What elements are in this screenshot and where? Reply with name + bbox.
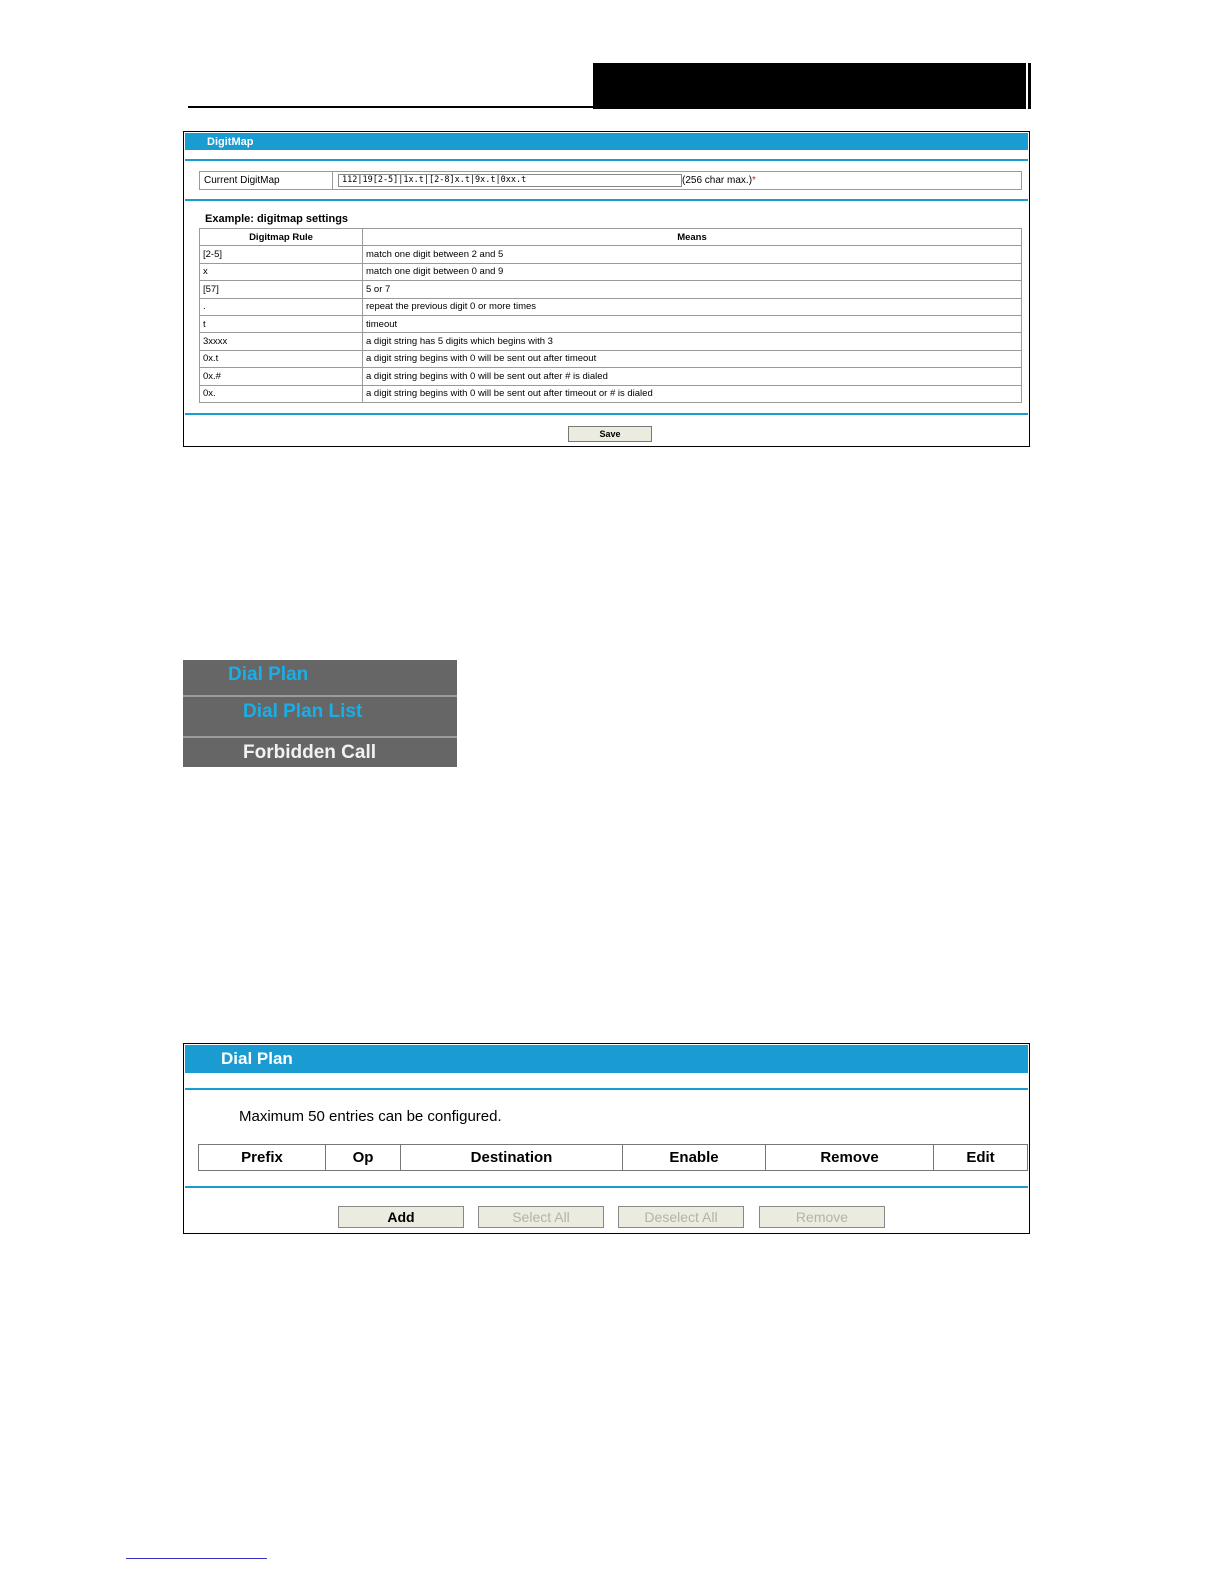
column-header-means: Means [363,229,1022,246]
add-button[interactable]: Add [338,1206,464,1228]
rule-cell: . [200,298,363,315]
table-row [200,298,1022,315]
divider [185,159,1028,161]
char-limit-text: (256 char max.) [682,175,753,186]
table-row [200,368,1022,385]
column-header-remove: Remove [766,1145,934,1171]
rule-cell: t [200,315,363,332]
side-menu [183,660,457,767]
means-cell: a digit string begins with 0 will be sent out after timeout [363,350,1022,367]
menu-item-dial-plan-list[interactable]: Dial Plan List [183,695,457,734]
rule-cell: 3xxxx [200,333,363,350]
means-cell: repeat the previous digit 0 or more times [363,298,1022,315]
save-button[interactable]: Save [568,426,652,442]
divider [185,413,1028,415]
current-digitmap-input[interactable]: 112|19[2-5]|1x.t|[2-8]x.t|9x.t|0xx.t [338,174,682,187]
page-header-block [593,63,1031,109]
remove-button[interactable]: Remove [759,1206,885,1228]
max-entries-note: Maximum 50 entries can be configured. [239,1108,502,1125]
table-row [200,263,1022,280]
divider [185,1088,1028,1090]
column-header-edit: Edit [934,1145,1028,1171]
menu-item-forbidden-call[interactable]: Forbidden Call [183,736,457,767]
current-digitmap-row [199,171,1022,190]
table-row [200,246,1022,263]
dial-plan-title: Dial Plan [185,1045,1028,1073]
page-header-edge [1026,63,1028,109]
rule-cell: x [200,263,363,280]
table-row [200,350,1022,367]
dial-plan-panel [183,1043,1030,1234]
means-cell: match one digit between 2 and 5 [363,246,1022,263]
table-row [200,315,1022,332]
char-limit-hint [682,175,756,186]
means-cell: timeout [363,315,1022,332]
table-row [200,333,1022,350]
means-cell: match one digit between 0 and 9 [363,263,1022,280]
rule-cell: 0x.# [200,368,363,385]
divider [185,199,1028,201]
menu-item-dial-plan[interactable]: Dial Plan [228,664,309,685]
table-header-row [200,229,1022,246]
table-header-row [199,1145,1028,1171]
column-header-destination: Destination [401,1145,623,1171]
digitmap-panel [183,131,1030,447]
means-cell: a digit string has 5 digits which begins with 3 [363,333,1022,350]
rule-cell: 0x. [200,385,363,402]
rule-cell: 0x.t [200,350,363,367]
column-header-rule: Digitmap Rule [200,229,363,246]
divider [185,1186,1028,1188]
footer-link-underline [126,1558,267,1559]
means-cell: a digit string begins with 0 will be sent out after timeout or # is dialed [363,385,1022,402]
table-row [200,281,1022,298]
required-mark: * [752,175,756,186]
current-digitmap-label: Current DigitMap [204,175,280,186]
rule-cell: [2-5] [200,246,363,263]
page-header-rule [188,106,594,108]
digitmap-title: DigitMap [185,133,1028,150]
deselect-all-button[interactable]: Deselect All [618,1206,744,1228]
means-cell: 5 or 7 [363,281,1022,298]
divider [332,172,333,189]
column-header-enable: Enable [623,1145,766,1171]
digitmap-rules-table [199,228,1022,403]
means-cell: a digit string begins with 0 will be sent out after # is dialed [363,368,1022,385]
rule-cell: [57] [200,281,363,298]
column-header-op: Op [326,1145,401,1171]
dial-plan-table [198,1144,1028,1171]
table-row [200,385,1022,402]
example-title: Example: digitmap settings [205,213,349,225]
column-header-prefix: Prefix [199,1145,326,1171]
select-all-button[interactable]: Select All [478,1206,604,1228]
